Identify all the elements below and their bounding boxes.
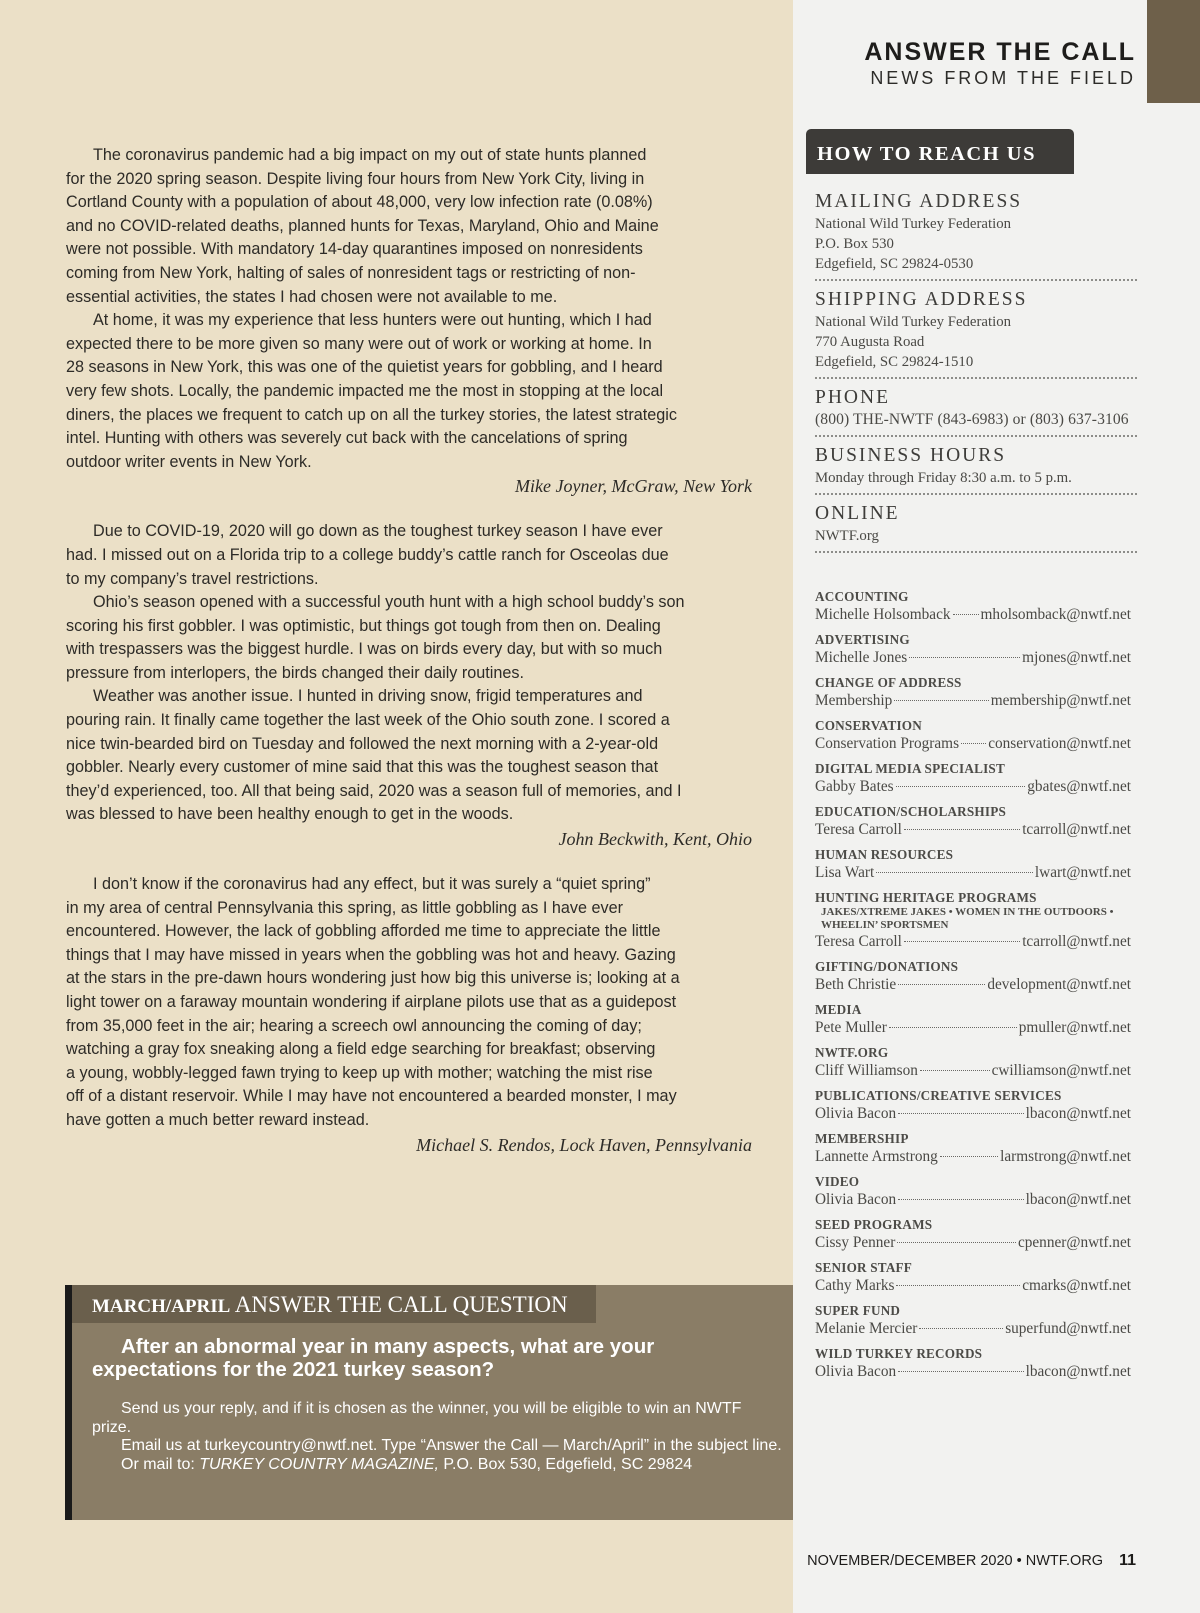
department-title: HUNTING HERITAGE PROGRAMS — [815, 890, 1037, 905]
letter — [66, 144, 752, 498]
department-title: ACCOUNTING — [815, 589, 909, 604]
department-entry — [815, 847, 1131, 883]
dot-leader — [909, 657, 1020, 658]
letter-byline: John Beckwith, Kent, Ohio — [558, 829, 752, 850]
contact-line: NWTF.org — [815, 528, 879, 544]
contact-email: tcarroll@nwtf.net — [1022, 933, 1131, 950]
paragraph-line: was blessed to have been healthy enough to get in the woods. — [66, 805, 514, 824]
paragraph-line: things that I may have missed in years when the gobbling was hot and heavy. Gazing — [66, 945, 676, 964]
corner-color-tab — [1147, 0, 1200, 103]
paragraph-line: essential activities, the states I had chosen were not available to me. — [66, 287, 558, 306]
department-title: PUBLICATIONS/CREATIVE SERVICES — [815, 1088, 1062, 1103]
contact-name: Teresa Carroll — [815, 933, 902, 950]
contact-email: conservation@nwtf.net — [988, 735, 1131, 752]
contact-block-title: BUSINESS HOURS — [815, 445, 1007, 466]
department-entry — [815, 890, 1131, 952]
letter — [66, 520, 752, 851]
email-instructions: Email us at turkeycountry@nwtf.net. Type “Answer the Call — March/April” in the subject line. — [121, 1437, 782, 1454]
contact-block-title: MAILING ADDRESS — [815, 191, 1023, 212]
section-header — [864, 38, 1136, 89]
section-title: ANSWER THE CALL — [864, 38, 1136, 66]
paragraph-line: for the 2020 spring season. Despite living four hours from New York City, living in — [66, 169, 645, 188]
department-contact — [815, 1362, 1131, 1382]
contact-name: Cathy Marks — [815, 1277, 895, 1294]
dot-leader — [894, 700, 988, 701]
department-title: NWTF.ORG — [815, 1045, 889, 1060]
department-entry — [815, 1260, 1131, 1296]
department-entry — [815, 1045, 1131, 1081]
dot-leader — [898, 984, 985, 985]
paragraph-line: in my area of central Pennsylvania this spring, as little gobbling as I have ever — [66, 898, 623, 917]
dot-leader — [953, 614, 979, 615]
paragraph-line: Ohio’s season opened with a successful youth hunt with a high school buddy’s son — [93, 593, 685, 612]
paragraph-line: watching a gray fox sneaking along a field edge searching for breakfast; observing — [66, 1040, 656, 1059]
contact-name: Melanie Mercier — [815, 1320, 918, 1337]
question-tab-title: ANSWER THE CALL QUESTION — [234, 1292, 568, 1317]
contact-name: Lannette Armstrong — [815, 1148, 938, 1165]
contact-line: P.O. Box 530 — [815, 236, 894, 252]
department-title: DIGITAL MEDIA SPECIALIST — [815, 761, 1005, 776]
contact-name: Cliff Williamson — [815, 1062, 918, 1079]
department-entry — [815, 761, 1131, 797]
department-subtitle: JAKES/XTREME JAKES • WOMEN IN THE OUTDOORS • — [821, 906, 1114, 918]
dot-leader — [904, 941, 1020, 942]
letter-paragraph — [66, 873, 752, 1133]
dot-leader — [898, 1199, 1023, 1200]
department-title: SENIOR STAFF — [815, 1260, 913, 1275]
paragraph-line: 28 seasons in New York, this was one of the quietist years for gobbling, and I heard — [66, 358, 663, 377]
contact-email: mholsomback@nwtf.net — [980, 606, 1131, 623]
dot-leader — [919, 1328, 1003, 1329]
dot-leader — [896, 786, 1026, 787]
contact-email: tcarroll@nwtf.net — [1022, 821, 1131, 838]
paragraph-line: diners, the places we frequent to catch up on all the turkey stories, the latest strategic — [66, 405, 677, 424]
question-text: After an abnormal year in many aspects, what are your expectations for the 2021 turkey season? — [92, 1335, 655, 1381]
question-tab-prefix: MARCH/APRIL — [92, 1296, 231, 1317]
department-contact — [815, 1061, 1131, 1081]
contact-name: Conservation Programs — [815, 735, 960, 752]
contact-email: cpenner@nwtf.net — [1017, 1234, 1131, 1251]
letter-paragraph — [66, 520, 752, 591]
contact-name: Cissy Penner — [815, 1234, 896, 1251]
paragraph-line: nice twin-bearded bird on Tuesday and followed the next morning with a 2-year-old — [66, 734, 659, 753]
contact-email: lbacon@nwtf.net — [1025, 1105, 1131, 1122]
department-contact — [815, 648, 1131, 668]
paragraph-line: scoring his first gobbler. I was optimistic, but things got tough from then on. Dealing — [66, 616, 661, 635]
contact-name: Membership — [815, 692, 893, 709]
contact-name: Lisa Wart — [815, 864, 875, 881]
paragraph-line: light tower on a faraway mountain wondering if airplane pilots use that as a guidepost — [66, 993, 677, 1011]
department-title: EDUCATION/SCHOLARSHIPS — [815, 804, 1007, 819]
department-entry — [815, 718, 1131, 754]
page-number: 11 — [1119, 1552, 1136, 1569]
paragraph-line: were not possible. With mandatory 14-day quarantines imposed on nonresidents — [66, 240, 643, 259]
paragraph-line: intel. Hunting with others was severely cut back with the cancelations of spring — [66, 429, 628, 448]
paragraph-line: had. I missed out on a Florida trip to a college buddy’s cattle ranch for Osceolas due — [66, 545, 669, 564]
department-contact — [815, 1233, 1131, 1253]
department-title: MEMBERSHIP — [815, 1131, 909, 1146]
department-subtitle: WHEELIN’ SPORTSMEN — [821, 919, 949, 931]
department-title: CHANGE OF ADDRESS — [815, 675, 962, 690]
dot-leader — [898, 1371, 1023, 1372]
contact-block — [815, 502, 1137, 553]
paragraph-line: The coronavirus pandemic had a big impact on my out of state hunts planned — [93, 146, 647, 164]
letter-paragraph — [66, 591, 752, 685]
department-contact — [815, 1276, 1131, 1296]
paragraph-line: they’d experienced, too. All that being said, 2020 was a season full of memories, and I — [66, 781, 682, 800]
paragraph-line: from 35,000 feet in the air; hearing a screech owl announcing the coming of day; — [66, 1016, 642, 1035]
dot-leader — [889, 1027, 1017, 1028]
contact-email: pmuller@nwtf.net — [1018, 1019, 1131, 1036]
contact-line: Edgefield, SC 29824-0530 — [815, 256, 974, 272]
page-footer — [807, 1552, 1136, 1570]
department-entry — [815, 959, 1131, 995]
department-entry — [815, 1217, 1131, 1253]
question-box — [65, 1285, 793, 1520]
dot-leader — [961, 743, 986, 744]
department-contact — [815, 863, 1131, 883]
letters-column — [66, 144, 752, 1157]
letter-paragraph — [66, 685, 752, 827]
department-title: VIDEO — [815, 1174, 860, 1189]
paragraph-line: Cortland County with a population of about 48,000, very low infection rate (0.08%) — [66, 193, 653, 212]
dot-leader — [940, 1156, 998, 1157]
department-title: GIFTING/DONATIONS — [815, 959, 959, 974]
contact-block — [815, 444, 1137, 495]
dot-leader — [920, 1070, 990, 1071]
how-to-reach-us-title: HOW TO REACH US — [817, 143, 1037, 165]
letter-paragraph — [66, 144, 752, 309]
department-title: SUPER FUND — [815, 1303, 901, 1318]
department-contact — [815, 820, 1131, 840]
department-entry — [815, 589, 1131, 625]
paragraph-line: encountered. However, the lack of gobbling afforded me time to appreciate the little — [66, 922, 661, 941]
letter-byline: Michael S. Rendos, Lock Haven, Pennsylvania — [416, 1134, 752, 1155]
letter-byline: Mike Joyner, McGraw, New York — [515, 476, 752, 497]
paragraph-line: pressure from interlopers, the birds changed their daily routines. — [66, 663, 524, 682]
department-title: HUMAN RESOURCES — [815, 847, 954, 862]
magazine-name: TURKEY COUNTRY MAGAZINE, — [199, 1455, 439, 1473]
contact-block-title: PHONE — [815, 387, 891, 408]
contact-line: 770 Augusta Road — [815, 334, 925, 350]
department-contact — [815, 932, 1131, 952]
contact-email: cmarks@nwtf.net — [1022, 1277, 1131, 1294]
dot-leader — [896, 1285, 1020, 1286]
department-title: WILD TURKEY RECORDS — [815, 1346, 983, 1361]
contact-block-title: SHIPPING ADDRESS — [815, 289, 1028, 310]
department-contact — [815, 605, 1131, 625]
paragraph-line: with trespassers was the biggest hurdle. I was on birds every day, but with so much — [66, 640, 663, 659]
mail-address: P.O. Box 530, Edgefield, SC 29824 — [438, 1455, 693, 1473]
paragraph-line: and no COVID-related deaths, planned hunts for Texas, Maryland, Ohio and Maine — [66, 216, 659, 235]
paragraph-line: pouring rain. It finally came together the last week of the Ohio south zone. I scored a — [66, 711, 670, 730]
dot-leader — [904, 829, 1020, 830]
contact-email: superfund@nwtf.net — [1005, 1320, 1131, 1337]
contact-name: Michelle Jones — [815, 649, 908, 666]
department-entry — [815, 1174, 1131, 1210]
contact-line: National Wild Turkey Federation — [815, 216, 1011, 232]
contact-email: gbates@nwtf.net — [1027, 778, 1131, 795]
department-contact — [815, 734, 1131, 754]
contact-block — [815, 190, 1137, 281]
contact-line: (800) THE-NWTF (843-6983) or (803) 637-3106 — [815, 411, 1129, 428]
department-contact — [815, 691, 1131, 711]
paragraph-line: very few shots. Locally, the pandemic impacted me the most in stopping at the local — [66, 381, 664, 400]
contact-name: Olivia Bacon — [815, 1191, 897, 1208]
contact-line: Monday through Friday 8:30 a.m. to 5 p.m. — [815, 470, 1072, 486]
department-contact — [815, 1190, 1131, 1210]
paragraph-line: coming from New York, halting of sales of nonresident tags or restricting of non- — [66, 263, 636, 282]
paragraph-line: a young, wobbly-legged fawn trying to keep up with mother; watching the mist rise — [66, 1063, 653, 1082]
how-to-reach-us-tab — [806, 129, 1074, 174]
department-entry — [815, 1088, 1131, 1124]
paragraph-line: have gotten a much better reward instead. — [66, 1110, 370, 1129]
contact-name: Teresa Carroll — [815, 821, 902, 838]
department-title: SEED PROGRAMS — [815, 1217, 933, 1232]
mail-instructions — [92, 1456, 782, 1475]
contact-line: National Wild Turkey Federation — [815, 314, 1011, 330]
paragraph-line: I don’t know if the coronavirus had any effect, but it was surely a “quiet spring” — [93, 875, 651, 894]
paragraph-line: expected there to be more given so many were out of work or working at home. In — [66, 334, 652, 353]
contact-line: Edgefield, SC 29824-1510 — [815, 354, 974, 370]
department-entry — [815, 675, 1131, 711]
contact-block — [815, 288, 1137, 379]
contact-email: development@nwtf.net — [987, 976, 1131, 993]
department-entry — [815, 1131, 1131, 1167]
contact-name: Olivia Bacon — [815, 1363, 897, 1380]
paragraph-line: to my company’s travel restrictions. — [66, 569, 319, 588]
dot-leader — [876, 872, 1033, 873]
department-contact — [815, 1319, 1131, 1339]
department-directory — [815, 589, 1131, 1389]
paragraph-line: At home, it was my experience that less hunters were out hunting, which I had — [93, 311, 652, 330]
contact-name: Beth Christie — [815, 976, 897, 993]
department-entry — [815, 1303, 1131, 1339]
reply-instructions: Send us your reply, and if it is chosen as the winner, you will be eligible to win an NWTF prize. — [92, 1400, 742, 1436]
contact-name: Olivia Bacon — [815, 1105, 897, 1122]
paragraph-line: off of a distant reservoir. While I may have not encountered a bearded monster, I may — [66, 1087, 677, 1106]
letter — [66, 873, 752, 1157]
contact-blocks — [815, 190, 1137, 560]
paragraph-line: Weather was another issue. I hunted in driving snow, frigid temperatures and — [93, 687, 643, 706]
paragraph-line: Due to COVID-19, 2020 will go down as the toughest turkey season I have ever — [93, 522, 663, 541]
question-tab — [72, 1285, 596, 1323]
contact-email: cwilliamson@nwtf.net — [991, 1062, 1131, 1079]
contact-name: Pete Muller — [815, 1019, 887, 1036]
department-contact — [815, 1104, 1131, 1124]
contact-email: mjones@nwtf.net — [1022, 649, 1131, 666]
contact-name: Gabby Bates — [815, 778, 894, 795]
contact-name: Michelle Holsomback — [815, 606, 951, 623]
department-contact — [815, 1147, 1131, 1167]
paragraph-line: gobbler. Nearly every customer of mine said that this was the toughest season that — [66, 758, 659, 777]
department-contact — [815, 1018, 1131, 1038]
contact-email: larmstrong@nwtf.net — [1000, 1148, 1131, 1165]
department-entry — [815, 1002, 1131, 1038]
department-entry — [815, 1346, 1131, 1382]
department-title: MEDIA — [815, 1002, 862, 1017]
dot-leader — [898, 1113, 1023, 1114]
contact-email: lbacon@nwtf.net — [1025, 1191, 1131, 1208]
department-entry — [815, 804, 1131, 840]
paragraph-line: outdoor writer events in New York. — [66, 452, 312, 471]
mail-prefix: Or mail to: — [121, 1455, 200, 1473]
contact-block-title: ONLINE — [815, 503, 900, 524]
department-contact — [815, 975, 1131, 995]
paragraph-line: at the stars in the pre-dawn hours wondering just how big this universe is; looking at a — [66, 969, 680, 988]
question-instructions — [92, 1400, 782, 1474]
letter-paragraph — [66, 309, 752, 474]
issue-info: NOVEMBER/DECEMBER 2020 • NWTF.ORG — [807, 1553, 1104, 1569]
department-contact — [815, 777, 1131, 797]
section-subtitle: NEWS FROM THE FIELD — [870, 68, 1136, 88]
department-title: ADVERTISING — [815, 632, 910, 647]
dot-leader — [897, 1242, 1016, 1243]
department-entry — [815, 632, 1131, 668]
department-title: CONSERVATION — [815, 718, 922, 733]
contact-block — [815, 386, 1137, 437]
contact-email: lbacon@nwtf.net — [1025, 1363, 1131, 1380]
contact-email: membership@nwtf.net — [990, 692, 1131, 709]
contact-email: lwart@nwtf.net — [1034, 864, 1131, 881]
